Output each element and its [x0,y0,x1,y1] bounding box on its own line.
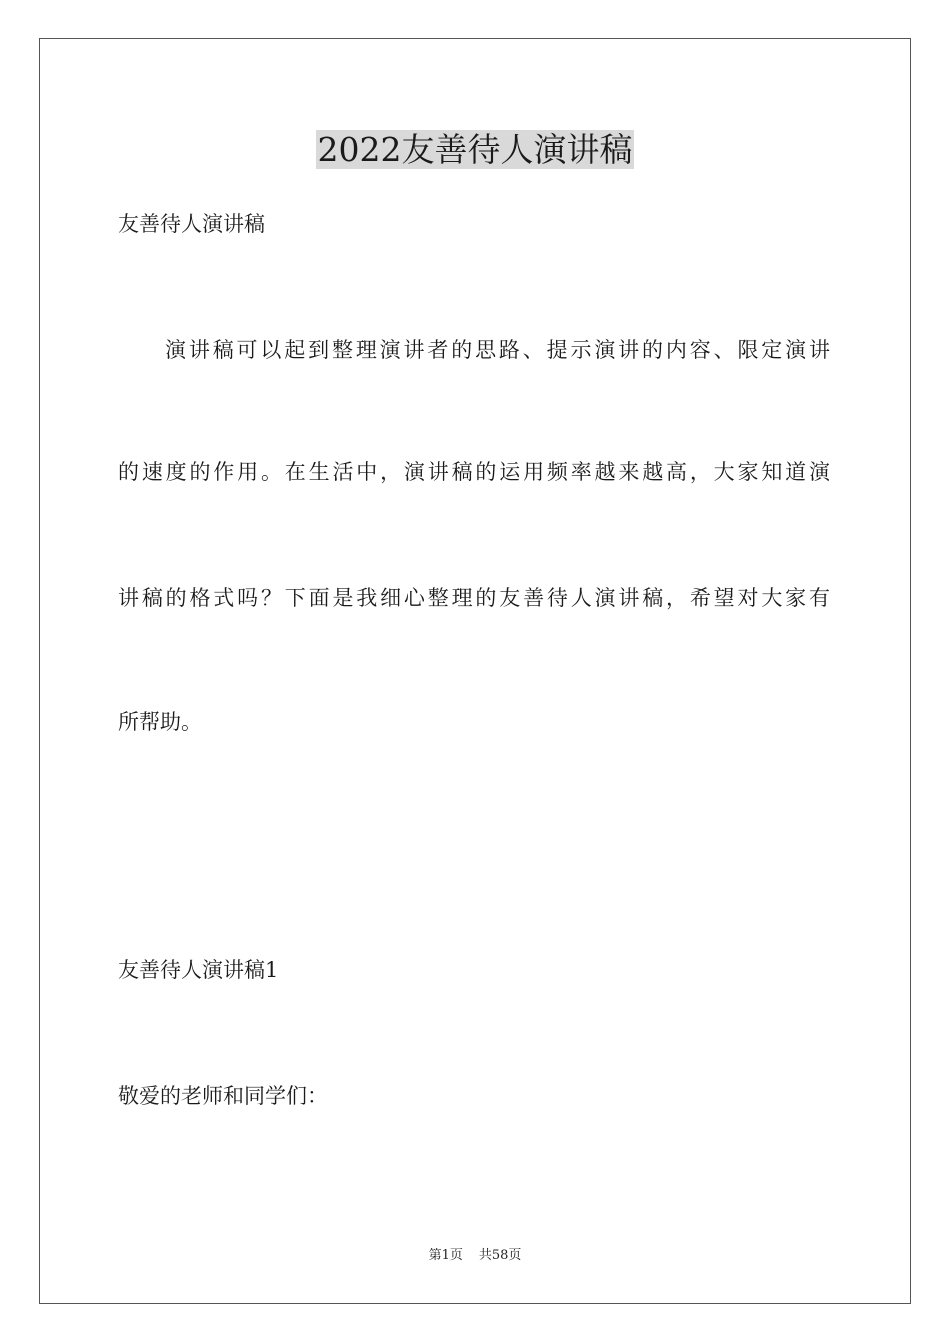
salutation: 敬爱的老师和同学们： [118,1084,328,1108]
section-heading: 友善待人演讲稿1 [118,958,279,982]
document-title-text: 2022友善待人演讲稿 [317,130,633,169]
intro-line-2: 的速度的作用。在生活中，演讲稿的运用频率越来越高，大家知道演 [118,460,830,484]
document-title [0,128,950,172]
document-subtitle: 友善待人演讲稿 [118,212,265,236]
page-number: 第1页 [428,1248,463,1263]
page-total: 共58页 [478,1248,522,1263]
page-footer [0,1247,950,1265]
intro-line-3: 讲稿的格式吗？下面是我细心整理的友善待人演讲稿，希望对大家有 [118,586,830,610]
intro-line-4: 所帮助。 [118,710,202,734]
intro-line-1: 演讲稿可以起到整理演讲者的思路、提示演讲的内容、限定演讲 [165,338,830,362]
